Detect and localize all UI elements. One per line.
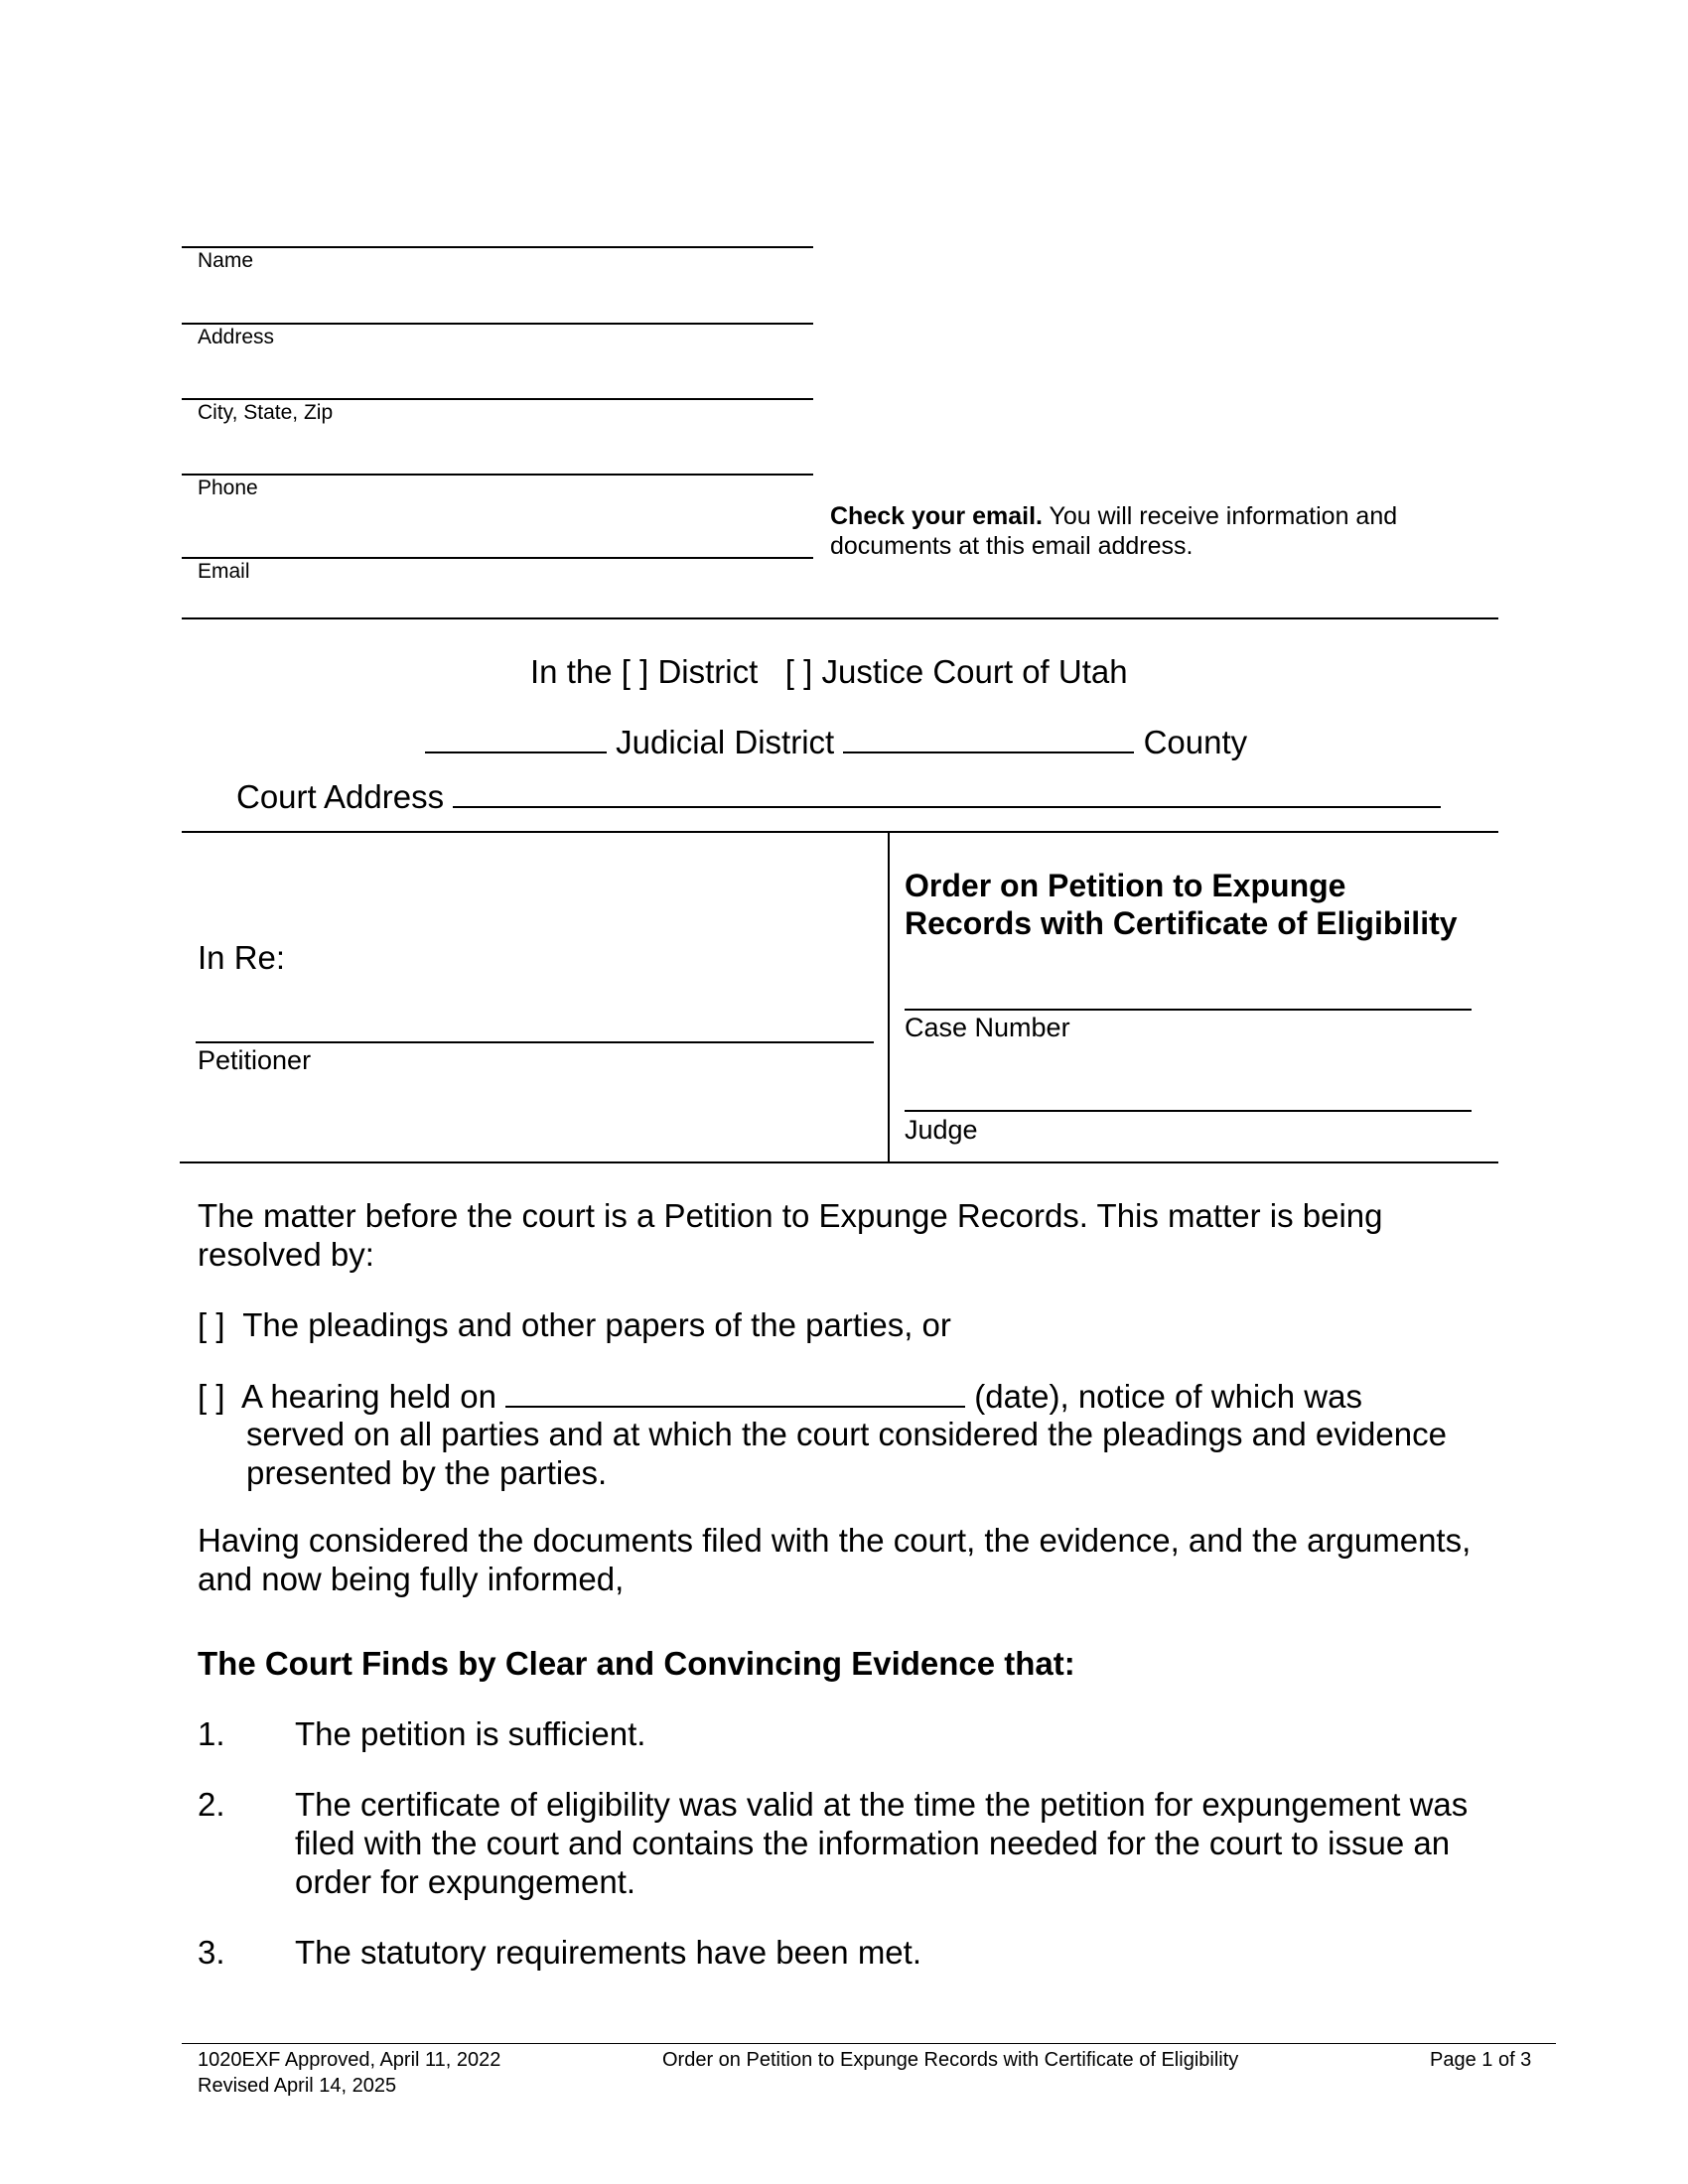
finding-1-line1: The petition is sufficient. [295, 1715, 646, 1752]
email-label: Email [198, 560, 250, 583]
court-in-the: In the [530, 653, 613, 690]
judicial-district-line [425, 724, 1247, 761]
option-hearing-continued [246, 1415, 1447, 1492]
having-line2: and now being fully informed, [198, 1561, 625, 1597]
intro-line2: resolved by: [198, 1236, 374, 1273]
finding-number: 2. [198, 1786, 225, 1823]
phone-line[interactable] [182, 474, 813, 476]
caption-bottom-border [180, 1161, 1498, 1163]
pleadings-checkbox[interactable]: [ ] [198, 1306, 225, 1343]
finding-text [295, 1933, 921, 1972]
city-state-zip-line[interactable] [182, 398, 813, 400]
hearing-suffix: (date), notice of which was [974, 1378, 1362, 1415]
hearing-line3: presented by the parties. [246, 1454, 608, 1491]
footer-page-number: Page 1 of 3 [1430, 2049, 1532, 2071]
judicial-district-blank[interactable] [425, 726, 607, 753]
finding-2-line3: order for expungement. [295, 1863, 636, 1900]
footer-approved: 1020EXF Approved, April 11, 2022 [198, 2049, 501, 2071]
finding-number: 1. [198, 1715, 225, 1752]
pleadings-text: The pleadings and other papers of the parties, or [242, 1306, 951, 1343]
hearing-prefix: A hearing held on [241, 1378, 496, 1415]
footer-title: Order on Petition to Expunge Records with Certificate of Eligibility [662, 2049, 1239, 2071]
name-label: Name [198, 249, 254, 272]
address-label: Address [198, 326, 275, 348]
finding-3-line1: The statutory requirements have been met. [295, 1934, 921, 1971]
hearing-checkbox[interactable]: [ ] [198, 1378, 225, 1415]
email-note-line2: documents at this email address. [830, 532, 1194, 560]
judge-line[interactable] [905, 1110, 1472, 1112]
phone-label: Phone [198, 477, 258, 499]
email-note [830, 501, 1397, 561]
name-line[interactable] [182, 246, 813, 248]
footer-form-info [198, 2047, 500, 2099]
district-label: District [657, 653, 759, 690]
city-state-zip-label: City, State, Zip [198, 401, 334, 424]
document-title [905, 867, 1458, 942]
finding-text [295, 1714, 645, 1753]
section-divider-top [182, 617, 1498, 619]
having-line1: Having considered the documents filed with the court, the evidence, and the arguments, [198, 1522, 1472, 1559]
footer-revised: Revised April 14, 2025 [198, 2075, 397, 2097]
district-checkbox[interactable]: [ ] [621, 653, 649, 690]
document-title-line2: Records with Certificate of Eligibility [905, 905, 1458, 941]
finding-2-line2: filed with the court and contains the information needed for the court to issue an [295, 1825, 1451, 1861]
address-line[interactable] [182, 323, 813, 325]
county-label: County [1143, 724, 1248, 760]
court-address-row [236, 778, 1441, 816]
option-hearing [198, 1377, 1362, 1416]
email-line[interactable] [182, 557, 813, 559]
justice-court-label: Justice Court of Utah [821, 653, 1128, 690]
footer-rule [182, 2043, 1556, 2044]
findings-heading: The Court Finds by Clear and Convincing Evidence that: [198, 1645, 1075, 1682]
caption-top-border [182, 831, 1498, 833]
judge-label: Judge [905, 1115, 978, 1145]
in-re-label: In Re: [198, 939, 286, 976]
finding-2-line1: The certificate of eligibility was valid at the time the petition for expungement was [295, 1786, 1469, 1823]
court-address-blank[interactable] [453, 780, 1441, 808]
judicial-district-label: Judicial District [616, 724, 835, 760]
option-pleadings [198, 1305, 951, 1344]
petitioner-label: Petitioner [198, 1045, 312, 1075]
intro-paragraph [198, 1196, 1383, 1274]
email-note-rest: You will receive information and [1042, 502, 1398, 530]
court-type-line [530, 653, 1128, 691]
caption-divider [888, 832, 890, 1162]
case-number-label: Case Number [905, 1013, 1070, 1042]
case-number-line[interactable] [905, 1009, 1472, 1011]
court-address-label: Court Address [236, 778, 445, 815]
petitioner-line[interactable] [196, 1041, 874, 1043]
finding-text [295, 1785, 1468, 1901]
intro-line1: The matter before the court is a Petition to Expunge Records. This matter is being [198, 1197, 1383, 1234]
having-considered-paragraph [198, 1521, 1471, 1598]
county-blank[interactable] [843, 726, 1134, 753]
justice-checkbox[interactable]: [ ] [784, 653, 813, 690]
finding-number: 3. [198, 1934, 225, 1971]
document-title-line1: Order on Petition to Expunge [905, 868, 1346, 903]
hearing-date-blank[interactable] [505, 1380, 965, 1408]
hearing-line2: served on all parties and at which the court considered the pleadings and evidence [246, 1416, 1447, 1452]
email-note-bold: Check your email. [830, 502, 1043, 530]
